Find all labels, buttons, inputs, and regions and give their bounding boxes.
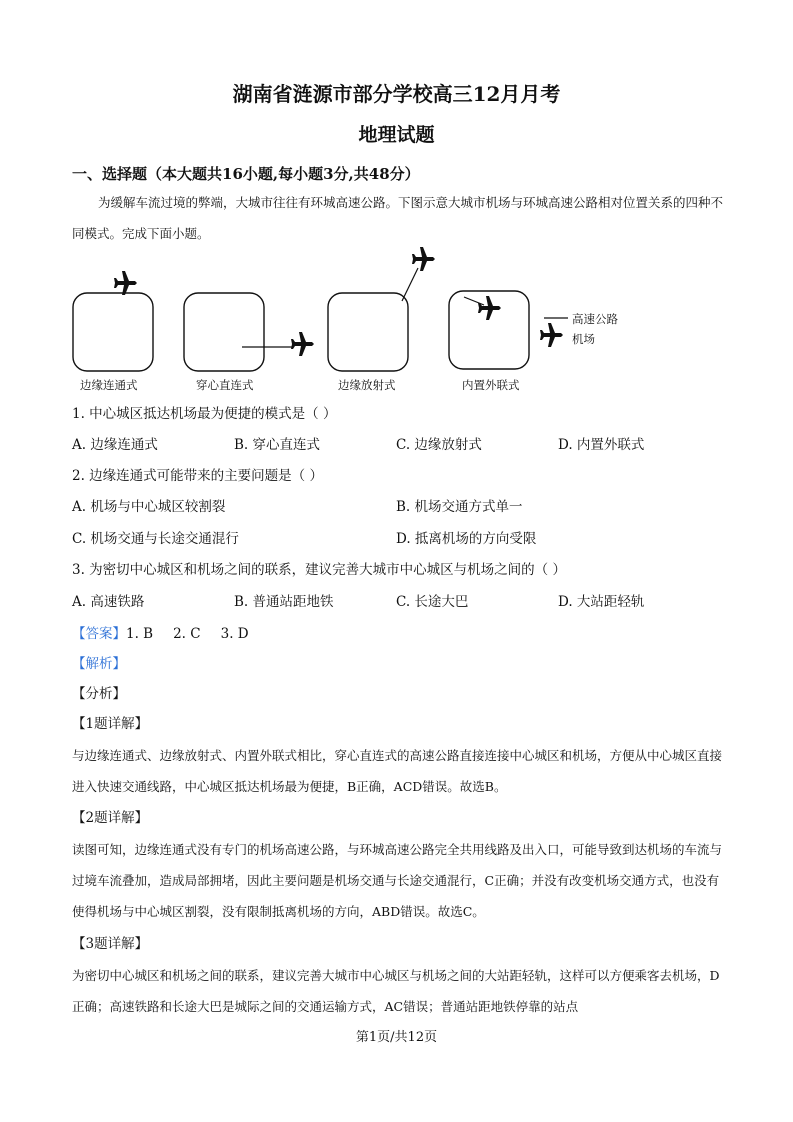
- q2-option-b: B. 机场交通方式单一: [396, 499, 523, 515]
- detail-3-heading: 【3题详解】: [72, 936, 149, 952]
- detail-1-text: 与边缘连通式、边缘放射式、内置外联式相比，穿心直连式的高速公路直接连接中心城区和机场，方便从中心城区直接进入快速交通线路，中心城区抵达机场最为便捷，B正确，ACD错误。故选B。: [72, 748, 723, 794]
- detail-2-heading: 【2题详解】: [72, 810, 149, 826]
- q1-option-d: D. 内置外联式: [558, 437, 645, 453]
- q2-option-d: D. 抵离机场的方向受限: [396, 531, 537, 547]
- question-2-stem: 2. 边缘连通式可能带来的主要问题是（ ）: [72, 468, 323, 484]
- city-box-2: [184, 293, 264, 371]
- diagram-label-4: 内置外联式: [462, 378, 520, 392]
- answer-tag: 【答案】: [72, 626, 126, 642]
- answer-1: 1. B: [126, 626, 154, 642]
- highway-line: [402, 268, 418, 301]
- q3-option-b: B. 普通站距地铁: [234, 594, 334, 610]
- analysis-tag: 【解析】: [72, 656, 126, 672]
- airplane-icon: [291, 332, 314, 356]
- airplane-icon: [478, 296, 501, 320]
- fenxi-tag: 【分析】: [72, 686, 126, 702]
- page-footer: 第1页/共12页: [355, 1030, 438, 1045]
- q2-option-c: C. 机场交通与长途交通混行: [72, 531, 239, 547]
- legend-highway-label: 高速公路: [572, 312, 618, 326]
- diagram-label-1: 边缘连通式: [80, 378, 138, 392]
- detail-1-heading: 【1题详解】: [72, 716, 149, 732]
- q2-option-a: A. 机场与中心城区较割裂: [72, 499, 226, 515]
- q3-option-c: C. 长途大巴: [396, 594, 469, 610]
- q1-option-b: B. 穿心直连式: [234, 437, 321, 453]
- question-3-stem: 3. 为密切中心城区和机场之间的联系，建议完善大城市中心城区与机场之间的（ ）: [72, 562, 566, 578]
- highway-line: [464, 297, 484, 305]
- intro-paragraph: 为缓解车流过境的弊端，大城市往往有环城高速公路。下图示意大城市机场与环城高速公路相对位置关系的四种不同模式。完成下面小题。: [72, 195, 724, 241]
- q3-option-a: A. 高速铁路: [72, 594, 145, 610]
- diagram-label-3: 边缘放射式: [338, 378, 396, 392]
- airplane-icon: [114, 271, 137, 295]
- airplane-icon: [412, 247, 435, 271]
- answer-2: 2. C: [173, 626, 201, 642]
- answer-3: 3. D: [220, 626, 249, 642]
- detail-3-text: 为密切中心城区和机场之间的联系，建议完善大城市中心城区与机场之间的大站距轻轨，这样可以方便乘客去机场，D正确；高速铁路和长途大巴是城际之间的交通运输方式，AC错误；普通站距地铁停靠的站点: [72, 968, 720, 1014]
- page-title: 湖南省涟源市部分学校高三12月月考: [232, 82, 561, 106]
- page-subtitle: 地理试题: [358, 124, 435, 146]
- q3-option-d: D. 大站距轻轨: [558, 594, 645, 610]
- q1-option-a: A. 边缘连通式: [72, 437, 158, 453]
- q1-option-c: C. 边缘放射式: [396, 437, 482, 453]
- diagram-label-2: 穿心直连式: [196, 378, 254, 392]
- airport-highway-diagram: [60, 245, 660, 395]
- legend-airplane-icon: [540, 323, 563, 347]
- city-box-3: [328, 293, 408, 371]
- detail-2-text: 读图可知，边缘连通式没有专门的机场高速公路，与环城高速公路完全共用线路及出入口，可能导致到达机场的车流与过境车流叠加，造成局部拥堵，因此主要问题是机场交通与长途交通混行，C正确；并没有改变机场交通方式，也没有使得机场与中心城区割裂，没有限制抵离机场的方向，ABD错误。故选C。: [72, 842, 723, 919]
- question-1-stem: 1. 中心城区抵达机场最为便捷的模式是（ ）: [72, 406, 337, 422]
- section-heading: 一、选择题（本大题共16小题,每小题3分,共48分）: [72, 165, 420, 183]
- answer-line: [72, 622, 249, 642]
- legend-airport-label: 机场: [572, 332, 595, 346]
- city-box-1: [73, 293, 153, 371]
